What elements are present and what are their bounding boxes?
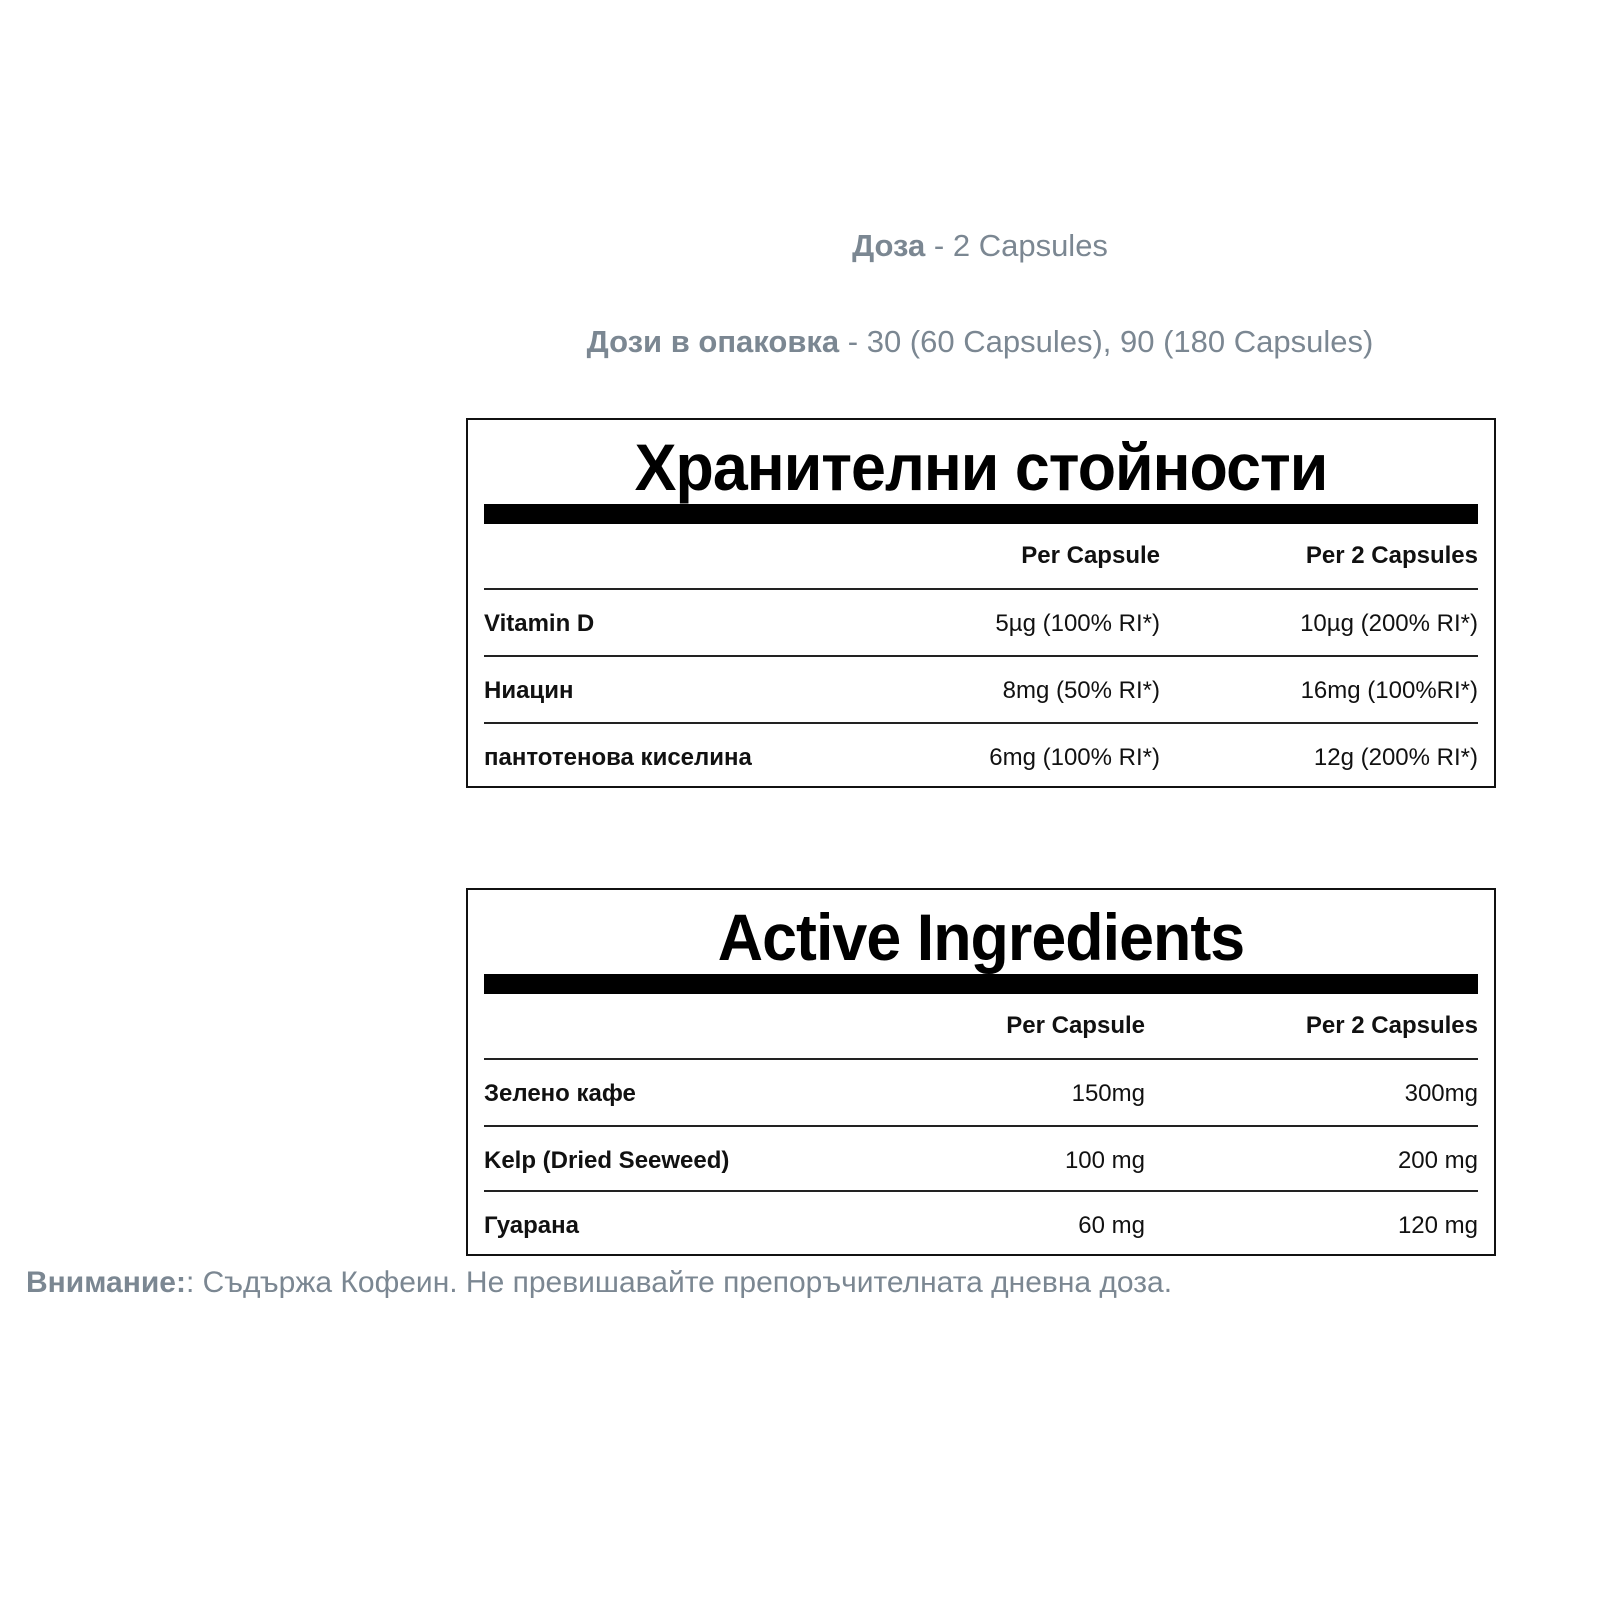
per-2-capsules-value: 16mg (100%RI*)	[1300, 677, 1478, 704]
per-capsule-value: 100 mg	[1064, 1147, 1145, 1174]
nutrient-name: Ниацин	[484, 677, 574, 704]
title-divider-bar	[484, 504, 1478, 524]
dose-line	[0, 228, 1600, 264]
nutrient-name: Vitamin D	[484, 610, 595, 637]
ingredient-name: Зелено кафе	[484, 1080, 636, 1107]
per-2-capsules-value: 12g (200% RI*)	[1313, 744, 1478, 771]
nutrition-facts-panel	[466, 418, 1496, 788]
column-header-per-capsule: Per Capsule	[1021, 542, 1160, 569]
dose-value: - 2 Capsules	[925, 228, 1108, 263]
servings-value: - 30 (60 Capsules), 90 (180 Capsules)	[839, 324, 1374, 359]
ingredient-name: Гуарана	[484, 1212, 579, 1239]
per-capsule-value: 8mg (50% RI*)	[1002, 677, 1160, 704]
ingredient-row	[484, 1125, 1478, 1193]
warning-text: : Съдържа Кофеин. Не превишавайте препоръчителната дневна доза.	[185, 1266, 1173, 1299]
per-2-capsules-value: 10µg (200% RI*)	[1300, 610, 1478, 637]
column-header-per-2-capsules: Per 2 Capsules	[1305, 1012, 1478, 1039]
nutrient-name: пантотенова киселина	[484, 744, 752, 771]
column-header-per-capsule: Per Capsule	[1006, 1012, 1145, 1039]
active-column-headers	[484, 1012, 1478, 1052]
nutrition-row	[484, 588, 1478, 656]
per-capsule-value: 60 mg	[1078, 1212, 1145, 1239]
ingredient-row	[484, 1190, 1478, 1258]
per-capsule-value: 5µg (100% RI*)	[995, 610, 1160, 637]
servings-line	[0, 324, 1600, 360]
warning-label: Внимание:	[26, 1266, 186, 1299]
servings-label: Дози в опаковка	[586, 324, 840, 359]
per-2-capsules-value: 200 mg	[1397, 1147, 1478, 1174]
dose-label: Доза	[852, 228, 926, 263]
title-divider-bar	[484, 974, 1478, 994]
nutrition-row	[484, 722, 1478, 790]
active-ingredients-panel	[466, 888, 1496, 1256]
ingredient-row	[484, 1058, 1478, 1126]
column-header-per-2-capsules: Per 2 Capsules	[1305, 542, 1478, 569]
ingredient-name: Kelp (Dried Seeweed)	[484, 1147, 730, 1174]
nutrition-column-headers	[484, 542, 1478, 582]
nutrition-panel-title: Хранителни стойности	[634, 430, 1328, 504]
active-panel-title: Active Ingredients	[717, 900, 1245, 974]
nutrition-row	[484, 655, 1478, 723]
per-capsule-value: 150mg	[1071, 1080, 1145, 1107]
caffeine-warning	[26, 1266, 1172, 1300]
per-2-capsules-value: 300mg	[1404, 1080, 1478, 1107]
per-capsule-value: 6mg (100% RI*)	[989, 744, 1160, 771]
per-2-capsules-value: 120 mg	[1397, 1212, 1478, 1239]
